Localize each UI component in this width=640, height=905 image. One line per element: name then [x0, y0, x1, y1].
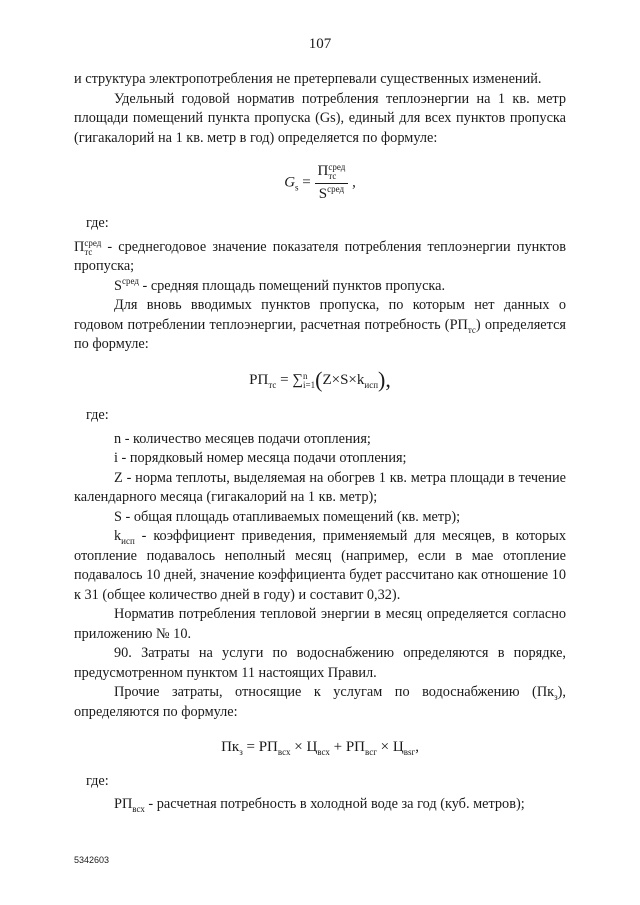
formula-pk-term1: РП — [258, 739, 278, 755]
p6-sub: з — [554, 691, 558, 702]
def2-text: - средняя площадь помещений пунктов пропуска. — [138, 277, 446, 294]
def-k-sub: исп — [121, 535, 135, 546]
formula-rp-sum: ∑ — [292, 371, 304, 388]
def1-indices — [84, 239, 101, 257]
definition-n: n - количество месяцев подачи отопления; — [114, 430, 371, 447]
def1-sub: тс — [84, 246, 93, 257]
def2-symbol: S — [114, 277, 122, 294]
formula-gs-denominator — [315, 184, 349, 205]
formula-pk-lhs: Пк — [221, 739, 240, 755]
formula-rp-open-paren: ( — [315, 366, 323, 392]
formula-rp-eq: = — [276, 371, 293, 388]
paragraph-new-points — [74, 296, 566, 355]
formula-rp-body-sub: исп — [364, 379, 379, 390]
formula-pk-term2-sub: всх — [317, 747, 330, 757]
formula-rp-sum-limits — [303, 372, 315, 390]
formula-rp — [74, 366, 566, 392]
body-text — [74, 70, 566, 815]
def2-sup: сред — [121, 275, 139, 286]
paragraph-norm-monthly: Норматив потребления тепловой энергии в месяц определяется согласно приложению № 10. — [74, 606, 566, 642]
formula-pk-term3: РП — [345, 739, 366, 755]
where-label-3: где: — [86, 772, 109, 789]
formula-gs-fraction — [315, 162, 349, 204]
def-rp-sub: всх — [132, 803, 145, 814]
formula-pk-term4-sub: вsг — [403, 747, 416, 757]
formula-pk-term2: Ц — [306, 739, 318, 755]
definition-s-sred — [74, 277, 566, 297]
formula-pk-plus: + — [329, 739, 346, 755]
formula-pk-term4: Ц — [392, 739, 404, 755]
page-number: 107 — [308, 36, 332, 52]
def-k-symbol: k — [114, 528, 122, 544]
formula-pk-times2: × — [376, 739, 393, 755]
formula-rp-lhs: РП — [249, 371, 269, 388]
def1-sup: сред — [84, 237, 102, 248]
definition-s: S - общая площадь отапливаемых помещений (кв. метр); — [114, 508, 461, 525]
def-rp-text: - расчетная потребность в холодной воде за год (куб. метров); — [144, 796, 525, 812]
formula-pk — [74, 738, 566, 758]
numerator-sub: тс — [328, 171, 337, 181]
paragraph-intro: и структура электропотребления не претерпевали существенных изменений. — [74, 71, 542, 87]
numerator-symbol: П — [317, 163, 329, 179]
sum-upper: n — [303, 370, 308, 381]
p6-text-a: Прочие затраты, относящие к услугам по водоснабжению (Пк — [114, 684, 555, 700]
def-k-text: - коэффициент приведения, применяемый для месяцев, в которых отопление подавалось неполный месяц (например, если в мае отопление подавалось 10 дней, значение коэффициента будет рассчитано как отношение 10 к 31 (общее количество дней в году) и составит 0,32). — [74, 528, 566, 603]
formula-gs — [74, 162, 566, 204]
paragraph-90-water: 90. Затраты на услуги по водоснабжению определяются в порядке, предусмотренном пунктом 11 настоящих Правил. — [74, 645, 566, 681]
p6-text-b: ), определяются по формуле: — [74, 684, 566, 720]
where-label-1: где: — [86, 215, 109, 231]
formula-gs-tail: , — [348, 174, 356, 191]
numerator-sup: сред — [328, 162, 346, 172]
p3-sub: тс — [467, 324, 476, 335]
formula-pk-times1: × — [290, 739, 307, 755]
p3-text-a: Для вновь вводимых пунктов пропуска, по которым нет данных о годовом потреблении теплоэнергии, расчетная потребность (РП — [74, 297, 566, 333]
formula-pk-lhs-sub: з — [239, 747, 243, 757]
definition-k-isp — [74, 527, 566, 605]
def-rp-symbol: РП — [114, 796, 133, 812]
formula-gs-lhs: G — [284, 174, 296, 191]
formula-pk-term3-sub: всг — [365, 747, 377, 757]
def1-text: - среднегодовое значение показателя потребления теплоэнергии пунктов пропуска; — [74, 238, 566, 274]
formula-pk-tail: , — [415, 739, 419, 755]
definition-rp-vsh — [74, 795, 566, 815]
p3-text-b: ) определяется по формуле: — [74, 316, 566, 352]
paragraph-other-costs — [74, 683, 566, 722]
denominator-symbol: S — [318, 185, 328, 202]
def1-symbol: П — [74, 238, 85, 255]
formula-pk-eq: = — [242, 739, 259, 755]
formula-rp-close-paren: ), — [378, 366, 391, 392]
sum-lower: i=1 — [303, 379, 316, 390]
definition-i: i - порядковый номер месяца подачи отопления; — [114, 450, 407, 466]
formula-rp-body: Z×S×k — [322, 371, 365, 388]
formula-gs-eq: = — [298, 174, 315, 191]
definition-p-tc — [74, 238, 566, 277]
paragraph-gs-definition: Удельный годовой норматив потребления теплоэнергии на 1 кв. метр площади помещений пункта пропуска (Gs), единый для всех пунктов пропуска (гигакалорий на 1 кв. метр в год) определяется по формуле: — [74, 90, 566, 146]
where-label-2: где: — [86, 407, 109, 423]
formula-pk-term1-sub: всх — [277, 747, 291, 757]
definition-z: Z - норма теплоты, выделяемая на обогрев 1 кв. метра площади в течение календарного месяца (гигакалорий на 1 кв. метр); — [74, 469, 566, 505]
numerator-indices — [328, 163, 345, 181]
formula-rp-lhs-sub: тс — [268, 379, 277, 390]
formula-gs-lhs-sub: s — [295, 182, 299, 193]
formula-gs-numerator — [315, 162, 349, 184]
footer-document-code: 5342603 — [74, 855, 110, 865]
denominator-sup: сред — [327, 183, 345, 194]
